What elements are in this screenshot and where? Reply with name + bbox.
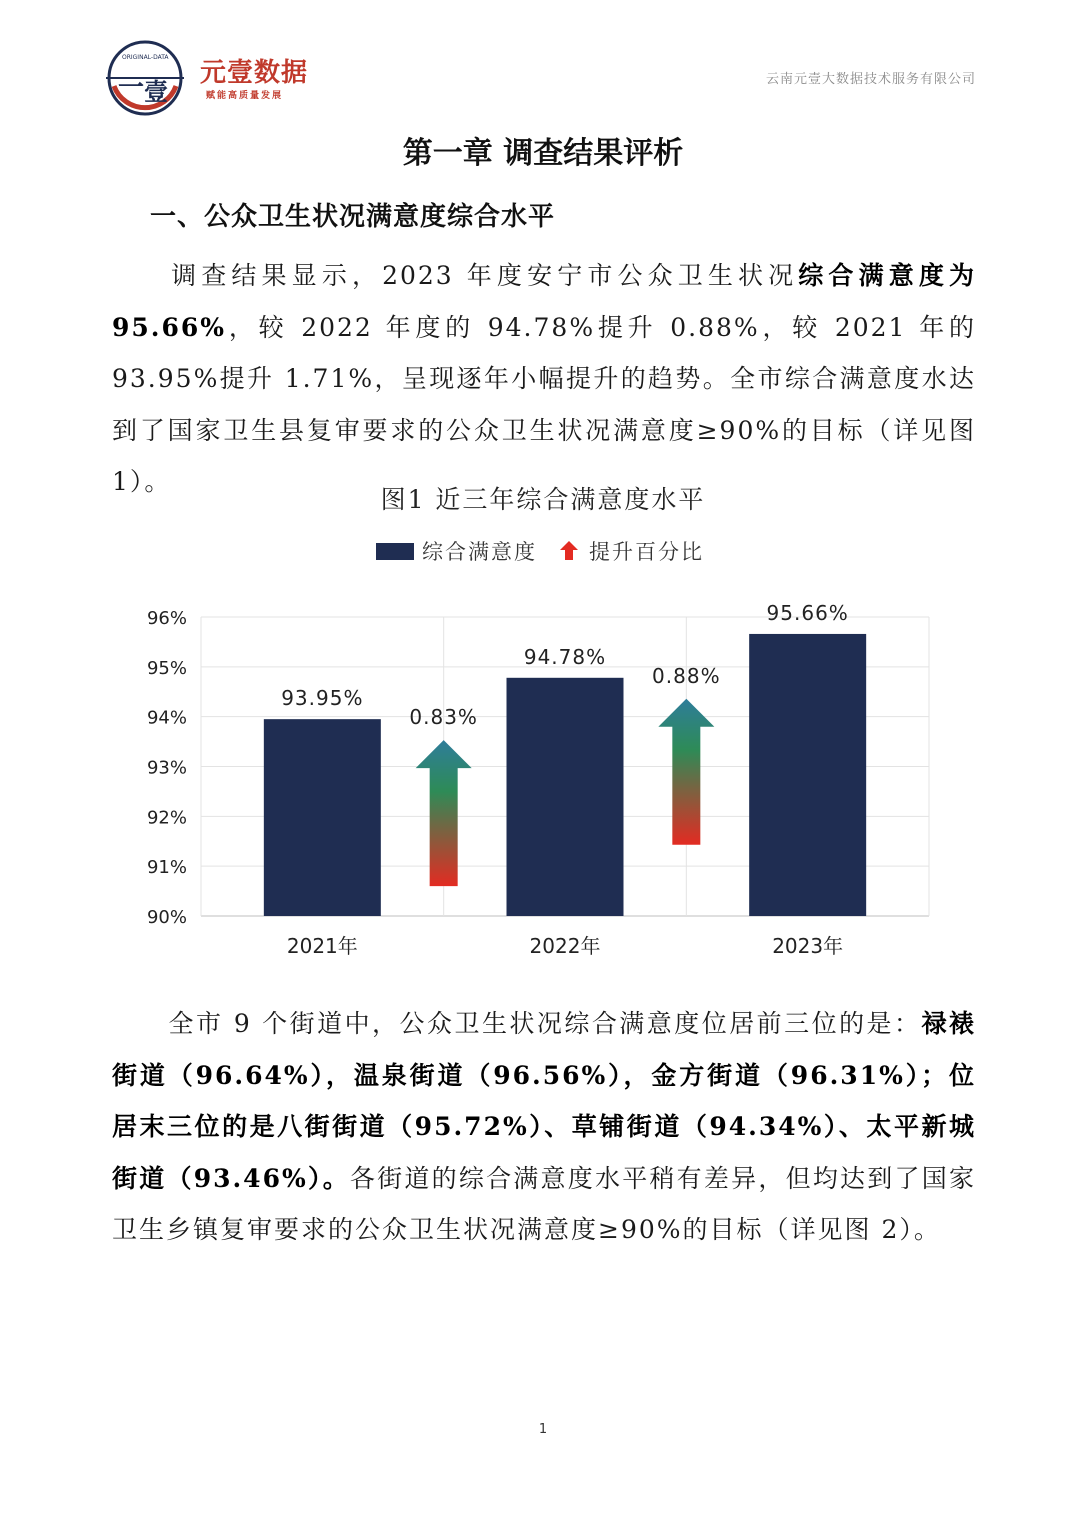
y-tick-label: 96% [146,608,187,629]
svg-text:壹: 壹 [144,77,168,106]
para2-highlight: 禄裱街道（96.64%），温泉街道（96.56%），金方街道（96.31%）；位居末三位的是八街街道（95.72%）、草铺街道（94.34%）、太平新城街道（93.46%）。 [112,1009,976,1193]
bar-value-label: 93.95% [281,686,364,711]
page-number: 1 [538,1422,548,1437]
x-tick-label: 2021年 [286,934,358,958]
improvement-arrow [658,699,714,845]
y-tick-label: 91% [146,857,187,879]
para2-text-a: 全市 9 个街道中，公众卫生状况综合满意度位居前三位的是： [168,1009,922,1038]
y-tick-label: 93% [146,757,187,779]
para2-text-c: 各街道的综合满意度水平稍有差异，但均达到了国家卫生乡镇复审要求的公众卫生状况满意度≥90%的目标（详见图 2）。 [112,1163,976,1244]
logo-wordmark: 元壹数据 [200,58,309,88]
company-name: 云南元壹大数据技术服务有限公司 [765,72,976,87]
x-tick-label: 2023年 [772,934,844,958]
x-tick-label: 2022年 [529,934,601,958]
up-arrow-icon [559,540,579,562]
arrow-value-label: 0.88% [652,663,721,688]
paragraph-summary [112,250,976,508]
section-title: 一、公众卫生状况满意度综合水平 [150,202,556,232]
y-tick-label: 92% [146,807,187,829]
logo-slogan: 赋能高质量发展 [206,91,284,101]
bar [507,678,624,916]
figure-title: 图1 近三年综合满意度水平 [380,485,706,514]
legend-bar-label: 综合满意度 [422,540,537,564]
legend-bar-swatch [376,543,414,560]
logo-ring-text: ORIGINAL-DATA [122,54,169,61]
paragraph-street-ranking [112,998,976,1256]
y-tick-label: 94% [146,707,187,729]
y-tick-label: 95% [146,657,187,679]
chapter-title: 第一章 调查结果评析 [402,136,684,171]
legend-arrow-label: 提升百分比 [589,540,704,564]
company-logo [100,38,190,118]
para1-text-a: 调查结果显示，2023 年度安宁市公众卫生状况 [168,261,799,290]
improvement-arrow [416,740,472,886]
bar [264,719,381,916]
y-tick-label: 90% [146,907,187,928]
chart-legend [376,536,704,566]
bar-value-label: 95.66% [766,600,849,625]
para1-text-c: ，较 2022 年度的 94.78%提升 0.88%，较 2021 年的 93.95%提升 1.71%，呈现逐年小幅提升的趋势。全市综合满意度水达到了国家卫生县复审要求的公众卫生状况满意度≥90%的目标（详见图 1）。 [112,312,976,496]
para1-highlight: 综合满意度为 95.66% [112,261,976,342]
bar-value-label: 94.78% [523,644,607,669]
svg-text:一: 一 [118,73,145,103]
satisfaction-bar-chart [0,590,1086,970]
bar [749,634,866,916]
arrow-value-label: 0.83% [409,705,478,730]
